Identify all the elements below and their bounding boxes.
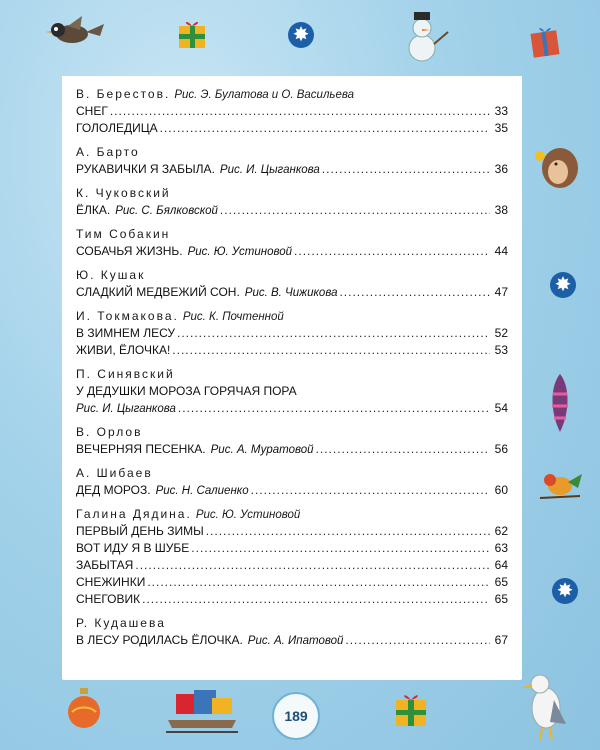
toc-entry[interactable] xyxy=(76,591,508,608)
dot-leader xyxy=(172,342,490,359)
entry-page-number: 44 xyxy=(494,244,508,258)
toc-section xyxy=(76,615,508,649)
toc-entry[interactable] xyxy=(76,202,508,219)
page-number: 189 xyxy=(272,692,320,740)
author-line xyxy=(76,226,508,243)
toc-entry[interactable] xyxy=(76,243,508,260)
toc-entry[interactable] xyxy=(76,325,508,342)
toc-section xyxy=(76,465,508,499)
entry-title: ВЕЧЕРНЯЯ ПЕСЕНКА. xyxy=(76,442,206,456)
entry-title: СНЕГ xyxy=(76,104,108,118)
snowflake-badge-icon-2 xyxy=(550,272,576,298)
entry-title: СНЕЖИНКИ xyxy=(76,575,146,589)
toc-entry[interactable] xyxy=(76,540,508,557)
toc-entry[interactable] xyxy=(76,523,508,540)
entry-page-number: 54 xyxy=(494,401,508,415)
entry-title: ДЕД МОРОЗ. xyxy=(76,483,151,497)
dot-leader xyxy=(294,243,490,260)
toc-section xyxy=(76,424,508,458)
entry-title: ЗАБЫТАЯ xyxy=(76,558,134,572)
entry-page-number: 60 xyxy=(494,483,508,497)
seagull-illustration xyxy=(514,664,574,742)
author-line xyxy=(76,267,508,284)
gift-box-illustration-2 xyxy=(528,20,562,60)
gift-sleigh-illustration xyxy=(164,684,242,738)
entry-page-number: 64 xyxy=(494,558,508,572)
author-line xyxy=(76,465,508,482)
dot-leader xyxy=(178,400,490,417)
entry-title: СОБАЧЬЯ ЖИЗНЬ. xyxy=(76,244,183,258)
entry-title: ПЕРВЫЙ ДЕНЬ ЗИМЫ xyxy=(76,524,204,538)
dot-leader xyxy=(316,441,490,458)
toc-entry[interactable] xyxy=(76,400,508,417)
entry-page-number: 53 xyxy=(494,343,508,357)
toc-entry[interactable] xyxy=(76,161,508,178)
author-line xyxy=(76,366,508,383)
bird-illustration xyxy=(42,14,106,50)
entry-page-number: 65 xyxy=(494,592,508,606)
dot-leader xyxy=(220,202,490,219)
dot-leader xyxy=(345,632,490,649)
entry-title: У ДЕДУШКИ МОРОЗА ГОРЯЧАЯ ПОРА xyxy=(76,384,297,398)
entry-illustrator: Рис. А. Ипатовой xyxy=(247,635,344,647)
dot-leader xyxy=(147,574,490,591)
author-name: В. Берестов. xyxy=(76,87,171,101)
ornament-icicle-illustration xyxy=(548,372,572,434)
table-of-contents xyxy=(62,76,522,680)
entry-page-number: 62 xyxy=(494,524,508,538)
songbird-illustration xyxy=(538,466,582,502)
dot-leader xyxy=(110,103,490,120)
author-line xyxy=(76,308,508,325)
snowflake-badge-icon xyxy=(288,22,314,48)
toc-entry[interactable] xyxy=(76,103,508,120)
entry-title: В ЛЕСУ РОДИЛАСЬ ЁЛОЧКА. xyxy=(76,633,243,647)
entry-title: В ЗИМНЕМ ЛЕСУ xyxy=(76,326,175,340)
entry-title: СНЕГОВИК xyxy=(76,592,141,606)
dot-leader xyxy=(135,557,490,574)
author-line xyxy=(76,86,508,103)
toc-entry[interactable] xyxy=(76,574,508,591)
christmas-ball-illustration xyxy=(64,686,104,730)
gift-box-illustration xyxy=(176,18,208,50)
entry-title: РУКАВИЧКИ Я ЗАБЫЛА. xyxy=(76,162,215,176)
dot-leader xyxy=(142,591,490,608)
entry-page-number: 47 xyxy=(494,285,508,299)
entry-title: СЛАДКИЙ МЕДВЕЖИЙ СОН. xyxy=(76,285,240,299)
entry-page-number: 52 xyxy=(494,326,508,340)
entry-page-number: 56 xyxy=(494,442,508,456)
entry-illustrator: Рис. И. Цыганкова xyxy=(76,403,176,415)
toc-section xyxy=(76,366,508,417)
toc-section xyxy=(76,308,508,359)
entry-illustrator: Рис. Ю. Устиновой xyxy=(187,246,293,258)
entry-illustrator: Рис. Н. Салиенко xyxy=(155,485,249,497)
toc-entry[interactable] xyxy=(76,284,508,301)
entry-page-number: 36 xyxy=(494,162,508,176)
toc-entry[interactable] xyxy=(76,482,508,499)
toc-entry[interactable] xyxy=(76,557,508,574)
entry-title: ВОТ ИДУ Я В ШУБЕ xyxy=(76,541,190,555)
toc-section xyxy=(76,185,508,219)
dot-leader xyxy=(339,284,490,301)
author-name: А. Шибаев xyxy=(76,466,153,480)
author-name: К. Чуковский xyxy=(76,186,171,200)
entry-title-line xyxy=(76,383,508,400)
gift-box-illustration-3 xyxy=(392,688,430,728)
entry-title: ГОЛОЛЕДИЦА xyxy=(76,121,158,135)
toc-entry[interactable] xyxy=(76,342,508,359)
entry-page-number: 67 xyxy=(494,633,508,647)
author-name: Р. Кудашева xyxy=(76,616,166,630)
author-line xyxy=(76,424,508,441)
dot-leader xyxy=(191,540,490,557)
author-name: В. Орлов xyxy=(76,425,143,439)
dot-leader xyxy=(251,482,490,499)
hedgehog-illustration xyxy=(532,136,582,192)
entry-page-number: 65 xyxy=(494,575,508,589)
entry-title: ЁЛКА. xyxy=(76,203,111,217)
entry-title: ЖИВИ, ЁЛОЧКА! xyxy=(76,343,171,357)
toc-section xyxy=(76,267,508,301)
dot-leader xyxy=(206,523,490,540)
snowflake-badge-icon-3 xyxy=(552,578,578,604)
author-line xyxy=(76,144,508,161)
entry-page-number: 63 xyxy=(494,541,508,555)
dot-leader xyxy=(160,120,490,137)
dot-leader xyxy=(177,325,490,342)
author-line xyxy=(76,185,508,202)
toc-section xyxy=(76,86,508,137)
author-name: Галина Дядина. xyxy=(76,507,192,521)
author-line xyxy=(76,506,508,523)
author-illustrator: Рис. Э. Булатова и О. Васильева xyxy=(174,89,355,101)
entry-illustrator: Рис. В. Чижикова xyxy=(244,287,338,299)
dot-leader xyxy=(322,161,490,178)
toc-section xyxy=(76,506,508,608)
entry-page-number: 38 xyxy=(494,203,508,217)
snowman-illustration xyxy=(400,8,450,64)
author-name: А. Барто xyxy=(76,145,140,159)
entry-page-number: 35 xyxy=(494,121,508,135)
entry-illustrator: Рис. А. Муратовой xyxy=(210,444,314,456)
author-illustrator: Рис. Ю. Устиновой xyxy=(195,509,301,521)
entry-illustrator: Рис. И. Цыганкова xyxy=(219,164,320,176)
author-name: Тим Собакин xyxy=(76,227,171,241)
toc-section xyxy=(76,226,508,260)
entry-illustrator: Рис. С. Бялковской xyxy=(115,205,218,217)
author-name: И. Токмакова. xyxy=(76,309,179,323)
author-line xyxy=(76,615,508,632)
author-name: Ю. Кушак xyxy=(76,268,146,282)
toc-entry[interactable] xyxy=(76,120,508,137)
toc-entry[interactable] xyxy=(76,441,508,458)
entry-page-number: 33 xyxy=(494,104,508,118)
author-illustrator: Рис. К. Почтенной xyxy=(182,311,284,323)
author-name: П. Синявский xyxy=(76,367,175,381)
toc-section xyxy=(76,144,508,178)
toc-entry[interactable] xyxy=(76,632,508,649)
